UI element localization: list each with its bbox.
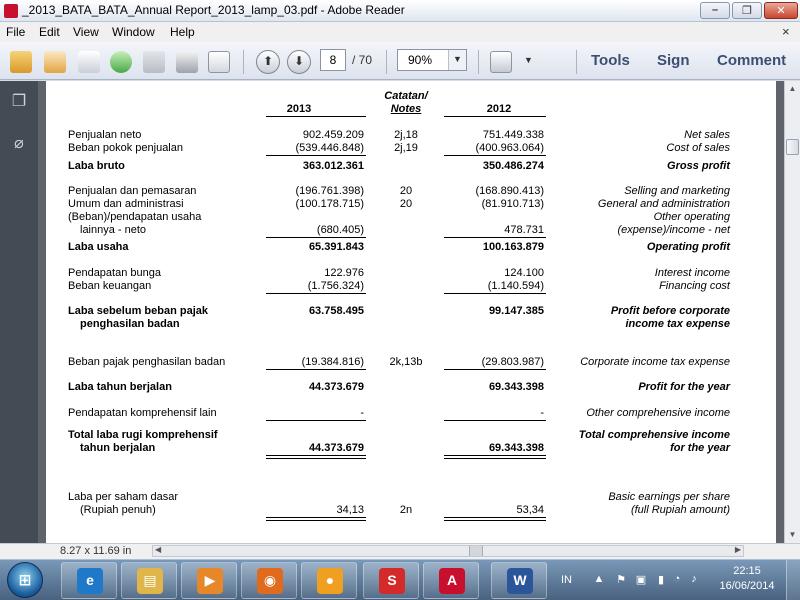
document-close-icon[interactable]: × bbox=[782, 24, 790, 39]
value-2012: 124.100 bbox=[504, 267, 544, 279]
value-2012: 53,34 bbox=[516, 504, 544, 516]
clock-time: 22:15 bbox=[733, 565, 761, 577]
page-total: / 70 bbox=[352, 53, 373, 67]
subtotal-underline bbox=[266, 420, 366, 421]
column-header-notes-line1: Catatan/ bbox=[384, 90, 428, 102]
combine-files-icon[interactable] bbox=[44, 51, 66, 73]
column-header-2012: 2012 bbox=[486, 103, 512, 115]
row-label-id: Pendapatan komprehensif lain bbox=[68, 407, 217, 419]
row-label-id: tahun berjalan bbox=[80, 442, 156, 454]
row-label-en: Basic earnings per share bbox=[608, 491, 730, 503]
row-label-id: Laba bruto bbox=[68, 160, 125, 172]
value-2013: 363.012.361 bbox=[302, 160, 364, 172]
chevron-down-icon[interactable]: ▼ bbox=[448, 50, 466, 70]
header-underline-2012 bbox=[444, 116, 546, 117]
subtotal-underline bbox=[444, 237, 546, 238]
value-2012: 100.163.879 bbox=[482, 241, 544, 253]
value-2013: 44.373.679 bbox=[308, 381, 364, 393]
internet-explorer-icon: e bbox=[77, 568, 103, 594]
toolbar-separator bbox=[243, 50, 244, 74]
minimize-icon: – bbox=[711, 4, 719, 16]
row-label-id: Laba per saham dasar bbox=[68, 491, 179, 503]
note-ref: 2k,13b bbox=[389, 356, 423, 368]
note-ref: 20 bbox=[399, 185, 413, 197]
value-2012: (29.803.987) bbox=[481, 356, 544, 368]
value-2012: 99.147.385 bbox=[488, 305, 544, 317]
tray-app-icon[interactable]: ▣ bbox=[635, 574, 647, 586]
scroll-down-icon[interactable]: ▼ bbox=[788, 530, 797, 539]
adobe-reader-icon: A bbox=[439, 568, 465, 594]
volume-icon[interactable]: ♪ bbox=[691, 573, 697, 585]
close-button[interactable] bbox=[764, 2, 798, 19]
value-2013: - bbox=[360, 407, 364, 419]
previous-page-button[interactable] bbox=[256, 50, 280, 74]
page-size-readout: 8.27 x 11.69 in bbox=[60, 545, 132, 557]
language-indicator[interactable]: IN bbox=[561, 574, 572, 586]
row-label-en: (expense)/income - net bbox=[617, 224, 730, 236]
taskbar-media-player-button[interactable] bbox=[181, 562, 237, 599]
subtotal-underline bbox=[266, 155, 366, 156]
row-label-id: (Rupiah penuh) bbox=[80, 504, 156, 516]
value-2013: 122.976 bbox=[324, 267, 364, 279]
row-label-id: Laba usaha bbox=[68, 241, 129, 253]
action-center-flag-icon[interactable]: ⚑ bbox=[616, 574, 626, 586]
menu-edit[interactable]: Edit bbox=[39, 25, 60, 39]
restore-icon: ❐ bbox=[742, 5, 752, 17]
menu-window[interactable]: Window bbox=[112, 25, 155, 39]
row-label-id: Beban keuangan bbox=[68, 280, 152, 292]
row-label-en: income tax expense bbox=[625, 318, 730, 330]
value-2012: 69.343.398 bbox=[488, 442, 544, 454]
menu-bar bbox=[0, 22, 800, 42]
row-label-en: Corporate income tax expense bbox=[580, 356, 730, 368]
pdf-page bbox=[46, 81, 776, 543]
double-underline bbox=[444, 520, 546, 521]
row-label-id: Total laba rugi komprehensif bbox=[68, 429, 218, 441]
taskbar-microsoft-word-button[interactable] bbox=[491, 562, 547, 599]
row-label-id: lainnya - neto bbox=[80, 224, 147, 236]
value-2012: (400.963.064) bbox=[475, 142, 544, 154]
menu-help[interactable]: Help bbox=[170, 25, 195, 39]
next-page-button[interactable] bbox=[287, 50, 311, 74]
network-icon[interactable]: ◔ bbox=[673, 573, 681, 585]
tools-button[interactable]: Tools bbox=[591, 52, 630, 69]
row-label-id: Umum dan administrasi bbox=[68, 198, 184, 210]
row-label-id: Laba tahun berjalan bbox=[68, 381, 172, 393]
arrow-up-icon: ⬆ bbox=[262, 54, 274, 68]
value-2012: (81.910.713) bbox=[481, 198, 544, 210]
document-viewport[interactable] bbox=[38, 81, 784, 543]
value-2013: 34,13 bbox=[336, 504, 364, 516]
email-icon[interactable] bbox=[208, 51, 230, 73]
value-2013: 44.373.679 bbox=[308, 442, 364, 454]
maximize-button[interactable] bbox=[732, 2, 762, 19]
note-ref: 2j,19 bbox=[394, 142, 418, 154]
taskbar-file-explorer-button[interactable] bbox=[121, 562, 177, 599]
row-label-id: penghasilan badan bbox=[80, 318, 180, 330]
show-hidden-icons-icon[interactable]: ▲ bbox=[593, 573, 605, 585]
navigation-pane bbox=[0, 81, 38, 543]
upload-cloud-icon[interactable] bbox=[110, 51, 132, 73]
toolbar-separator bbox=[386, 50, 387, 74]
row-label-id: Laba sebelum beban pajak bbox=[68, 305, 208, 317]
subtotal-underline bbox=[266, 237, 366, 238]
value-2012: (168.890.413) bbox=[475, 185, 544, 197]
subtotal-underline bbox=[444, 420, 546, 421]
note-ref: 20 bbox=[399, 198, 413, 210]
arrow-down-icon: ⬇ bbox=[293, 54, 305, 68]
sign-button[interactable]: Sign bbox=[657, 52, 690, 69]
file-explorer-icon: ▤ bbox=[137, 568, 163, 594]
row-label-id: (Beban)/pendapatan usaha bbox=[68, 211, 202, 223]
note-ref: 2j,18 bbox=[394, 129, 418, 141]
double-underline bbox=[266, 458, 366, 459]
menu-view[interactable]: View bbox=[73, 25, 99, 39]
row-label-en: Profit before corporate bbox=[610, 305, 730, 317]
value-2012: - bbox=[540, 407, 544, 419]
vertical-scrollbar[interactable] bbox=[784, 81, 800, 543]
toolbar-separator bbox=[576, 50, 577, 74]
firefox-icon: ◉ bbox=[257, 568, 283, 594]
microsoft-word-icon: W bbox=[507, 568, 533, 594]
row-label-en: General and administration bbox=[597, 198, 730, 210]
subtotal-underline bbox=[444, 155, 546, 156]
subtotal-underline bbox=[266, 369, 366, 370]
battery-icon[interactable]: ▮ bbox=[657, 574, 665, 586]
attachments-paperclip-icon[interactable]: ⌀ bbox=[14, 135, 24, 152]
row-label-en: Operating profit bbox=[646, 241, 730, 253]
row-label-en: Other comprehensive income bbox=[586, 407, 730, 419]
full-screen-icon[interactable] bbox=[490, 51, 512, 73]
row-label-en: (full Rupiah amount) bbox=[630, 504, 730, 516]
toolbar-separator bbox=[478, 50, 479, 74]
row-label-id: Penjualan neto bbox=[68, 129, 142, 141]
zoom-select[interactable] bbox=[397, 49, 467, 71]
show-desktop-button[interactable] bbox=[786, 560, 800, 600]
toolbar-more-icon[interactable]: ▼ bbox=[524, 55, 533, 65]
value-2012: 478.731 bbox=[504, 224, 544, 236]
vertical-scroll-thumb[interactable] bbox=[786, 139, 799, 155]
scroll-right-icon[interactable]: ▶ bbox=[734, 545, 741, 554]
double-underline bbox=[266, 520, 366, 521]
scroll-up-icon[interactable]: ▲ bbox=[788, 84, 797, 93]
taskbar bbox=[0, 559, 800, 600]
horizontal-scrollbar[interactable] bbox=[152, 545, 744, 557]
windows-logo-icon: ⊞ bbox=[18, 572, 32, 589]
orange-app-icon: ● bbox=[317, 568, 343, 594]
column-header-2013: 2013 bbox=[286, 103, 312, 115]
minimize-button[interactable] bbox=[700, 2, 730, 19]
taskbar-adobe-reader-button[interactable] bbox=[423, 562, 479, 599]
comment-button[interactable]: Comment bbox=[717, 52, 787, 69]
row-label-id: Beban pokok penjualan bbox=[68, 142, 183, 154]
horizontal-scroll-thumb[interactable] bbox=[469, 546, 483, 556]
start-button[interactable] bbox=[7, 562, 43, 598]
row-label-id: Penjualan dan pemasaran bbox=[68, 185, 197, 197]
taskbar-firefox-button[interactable] bbox=[241, 562, 297, 599]
row-label-en: Financing cost bbox=[659, 280, 730, 292]
value-2012: 751.449.338 bbox=[482, 129, 544, 141]
clock-date: 16/06/2014 bbox=[719, 580, 775, 592]
row-label-en: Total comprehensive income bbox=[578, 429, 730, 441]
zoom-value: 90% bbox=[408, 53, 433, 67]
row-label-en: Selling and marketing bbox=[624, 185, 730, 197]
row-label-en: Profit for the year bbox=[638, 381, 730, 393]
value-2013: 902.459.209 bbox=[302, 129, 364, 141]
media-player-icon: ▶ bbox=[197, 568, 223, 594]
value-2013: 65.391.843 bbox=[308, 241, 364, 253]
value-2012: 69.343.398 bbox=[488, 381, 544, 393]
print-icon[interactable] bbox=[176, 51, 198, 73]
value-2013: (100.178.715) bbox=[295, 198, 364, 210]
row-label-en: Cost of sales bbox=[666, 142, 730, 154]
value-2013: (196.761.398) bbox=[295, 185, 364, 197]
taskbar-red-s-app-button[interactable] bbox=[363, 562, 419, 599]
taskbar-orange-app-button[interactable] bbox=[301, 562, 357, 599]
scroll-left-icon[interactable]: ◀ bbox=[155, 545, 162, 554]
double-underline bbox=[266, 517, 366, 518]
page-thumbnails-icon[interactable]: ❐ bbox=[11, 93, 27, 110]
value-2012: (1.140.594) bbox=[487, 280, 544, 292]
value-2013: (680.405) bbox=[316, 224, 364, 236]
double-underline bbox=[444, 455, 546, 456]
row-label-en: Interest income bbox=[654, 267, 730, 279]
page-number-input[interactable]: 8 bbox=[320, 49, 346, 71]
row-label-en: Gross profit bbox=[667, 160, 730, 172]
double-underline bbox=[444, 458, 546, 459]
subtotal-underline bbox=[266, 293, 366, 294]
menu-file[interactable]: File bbox=[6, 25, 26, 39]
create-pdf-icon[interactable] bbox=[10, 51, 32, 73]
taskbar-internet-explorer-button[interactable] bbox=[61, 562, 117, 599]
value-2013: (19.384.816) bbox=[301, 356, 364, 368]
double-underline bbox=[444, 517, 546, 518]
value-2013: (539.446.848) bbox=[295, 142, 364, 154]
system-clock[interactable] bbox=[716, 564, 778, 594]
edit-pdf-icon[interactable] bbox=[78, 51, 100, 73]
close-icon: ✕ bbox=[776, 5, 786, 17]
save-icon[interactable] bbox=[143, 51, 165, 73]
red-s-app-icon: S bbox=[379, 568, 405, 594]
subtotal-underline bbox=[444, 369, 546, 370]
value-2012: 350.486.274 bbox=[482, 160, 544, 172]
row-label-en: Net sales bbox=[684, 129, 730, 141]
adobe-reader-app-icon bbox=[4, 4, 18, 18]
subtotal-underline bbox=[444, 293, 546, 294]
header-underline-2013 bbox=[266, 116, 366, 117]
double-underline bbox=[266, 455, 366, 456]
row-label-id: Beban pajak penghasilan badan bbox=[68, 356, 226, 368]
value-2013: 63.758.495 bbox=[308, 305, 364, 317]
row-label-id: Pendapatan bunga bbox=[68, 267, 161, 279]
window-title: _2013_BATA_BATA_Annual Report_2013_lamp_03.pdf - Adobe Reader bbox=[22, 3, 405, 17]
row-label-en: for the year bbox=[670, 442, 730, 454]
title-bar bbox=[0, 0, 800, 22]
column-header-notes-line2: Notes bbox=[390, 103, 422, 115]
note-ref: 2n bbox=[399, 504, 413, 516]
row-label-en: Other operating bbox=[653, 211, 730, 223]
value-2013: (1.756.324) bbox=[307, 280, 364, 292]
